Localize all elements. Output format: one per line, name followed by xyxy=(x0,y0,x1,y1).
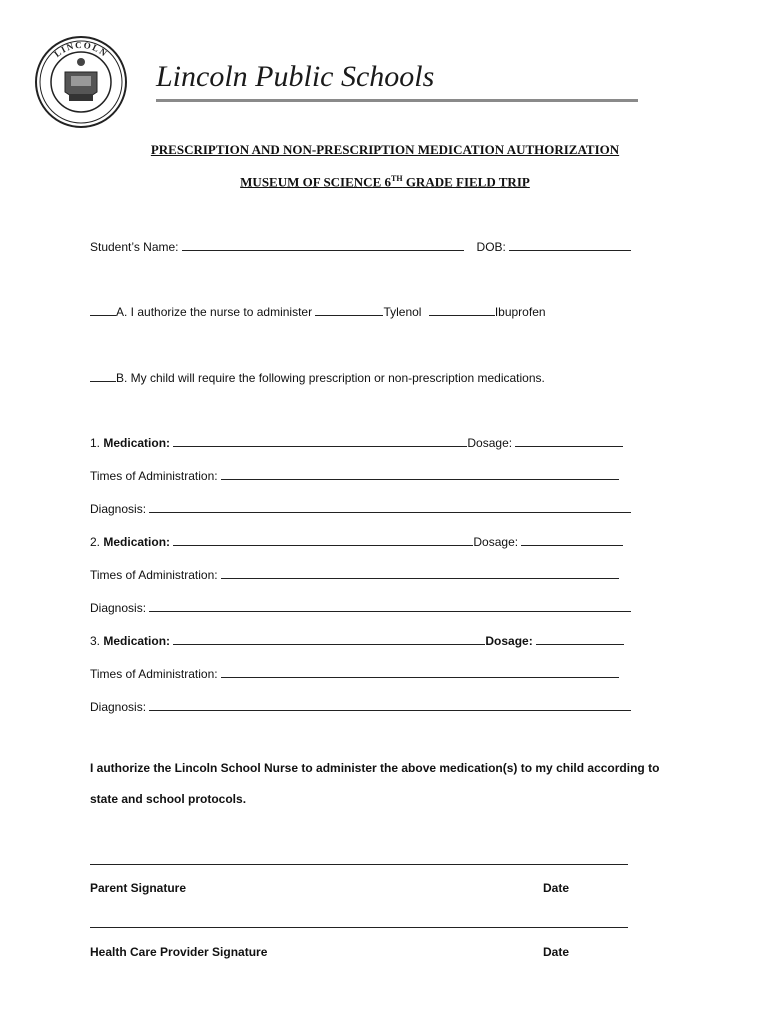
times-1-label: Times of Administration: xyxy=(90,469,218,483)
diagnosis-2-label: Diagnosis: xyxy=(90,601,147,615)
student-name-field[interactable] xyxy=(182,240,464,251)
school-seal xyxy=(35,36,127,128)
dosage-3-field[interactable] xyxy=(536,634,624,645)
diagnosis-2-field[interactable] xyxy=(149,601,631,612)
times-1-field[interactable] xyxy=(221,469,619,480)
dob-field[interactable] xyxy=(509,240,631,251)
medication-1-field[interactable] xyxy=(173,436,467,447)
diagnosis-3-row xyxy=(90,700,631,714)
ibuprofen-label: Ibuprofen xyxy=(494,305,546,319)
student-name-label: Student’s Name: xyxy=(90,240,179,254)
parent-date-label: Date xyxy=(543,881,570,895)
diagnosis-1-row xyxy=(90,502,631,516)
authorization-text-2: state and school protocols. xyxy=(90,792,247,806)
medication-1-number: 1. xyxy=(90,436,101,450)
option-b-text: B. My child will require the following prescription or non-prescription medications. xyxy=(116,371,545,385)
diagnosis-3-label: Diagnosis: xyxy=(90,700,147,714)
diagnosis-1-field[interactable] xyxy=(149,502,631,513)
header-rule xyxy=(156,99,638,102)
times-3-row xyxy=(90,667,619,681)
medication-1-row xyxy=(90,436,623,450)
diagnosis-3-field[interactable] xyxy=(149,700,631,711)
provider-date-label: Date xyxy=(543,945,570,959)
tylenol-label: Tylenol xyxy=(383,305,422,319)
dosage-3-label: Dosage: xyxy=(485,634,533,648)
dosage-1-label: Dosage: xyxy=(467,436,513,450)
times-3-label: Times of Administration: xyxy=(90,667,218,681)
times-3-field[interactable] xyxy=(221,667,619,678)
medication-1-label: Medication: xyxy=(103,436,171,450)
medication-3-row xyxy=(90,634,624,648)
tylenol-field[interactable] xyxy=(315,305,383,316)
medication-2-number: 2. xyxy=(90,535,101,549)
provider-signature-line[interactable] xyxy=(90,927,628,928)
form-title: PRESCRIPTION AND NON-PRESCRIPTION MEDICATION AUTHORIZATION xyxy=(150,142,620,157)
parent-signature-line[interactable] xyxy=(90,864,628,865)
medication-2-row xyxy=(90,535,623,549)
dosage-2-field[interactable] xyxy=(521,535,623,546)
times-2-field[interactable] xyxy=(221,568,619,579)
dob-label: DOB: xyxy=(476,240,506,254)
option-b-checkbox[interactable] xyxy=(90,371,116,382)
provider-signature-label: Health Care Provider Signature xyxy=(90,945,268,959)
student-info-row xyxy=(90,240,631,254)
times-2-row xyxy=(90,568,619,582)
medication-3-field[interactable] xyxy=(173,634,485,645)
times-2-label: Times of Administration: xyxy=(90,568,218,582)
subtitle-end: GRADE FIELD TRIP xyxy=(402,174,530,190)
diagnosis-1-label: Diagnosis: xyxy=(90,502,147,516)
option-b-row xyxy=(90,371,545,385)
option-a-row xyxy=(90,305,546,319)
authorization-text-1: I authorize the Lincoln School Nurse to administer the above medication(s) to my child according to xyxy=(90,761,660,775)
times-1-row xyxy=(90,469,619,483)
seal-text: LINCOLN xyxy=(52,39,110,60)
option-a-checkbox[interactable] xyxy=(90,305,116,316)
dosage-2-label: Dosage: xyxy=(473,535,519,549)
dosage-1-field[interactable] xyxy=(515,436,623,447)
medication-2-label: Medication: xyxy=(103,535,171,549)
school-name: Lincoln Public Schools xyxy=(156,60,435,93)
diagnosis-2-row xyxy=(90,601,631,615)
ibuprofen-field[interactable] xyxy=(429,305,495,316)
form-subtitle xyxy=(0,174,770,190)
parent-signature-label: Parent Signature xyxy=(90,881,187,895)
medication-3-label: Medication: xyxy=(103,634,171,648)
subtitle-main: MUSEUM OF SCIENCE 6 xyxy=(240,174,391,190)
medication-2-field[interactable] xyxy=(173,535,473,546)
subtitle-superscript: TH xyxy=(391,174,403,183)
medication-3-number: 3. xyxy=(90,634,101,648)
option-a-text: A. I authorize the nurse to administer xyxy=(116,305,313,319)
